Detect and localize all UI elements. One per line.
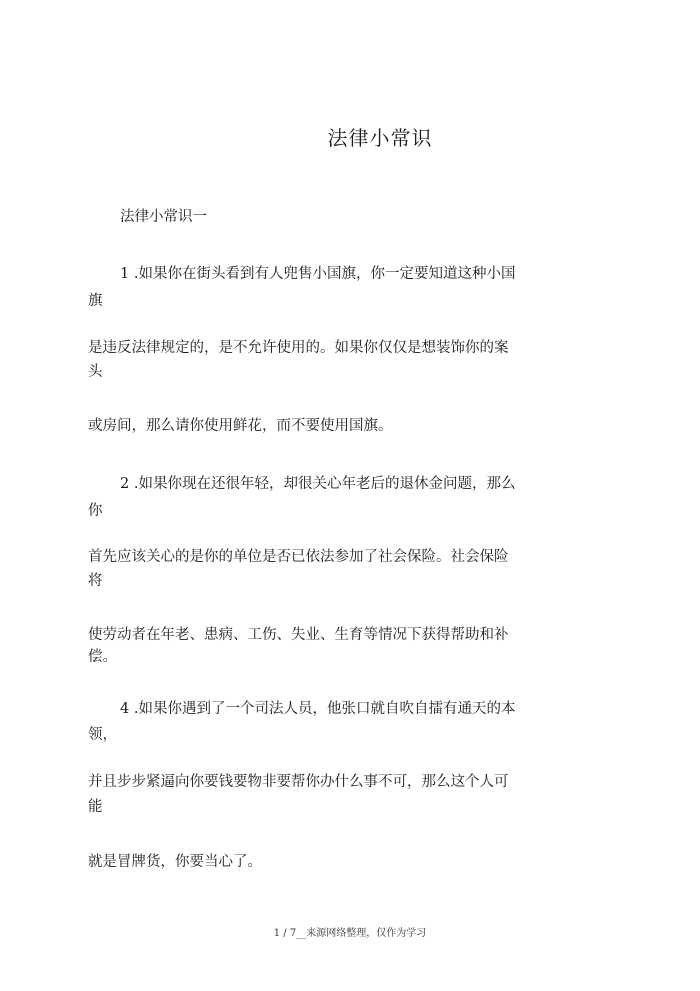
paragraph-line: 1 .如果你在街头看到有人兜售小国旗，你一定要知道这种小国 — [120, 266, 516, 282]
paragraph-line: 使劳动者在年老、患病、工伤、失业、生育等情况下获得帮助和补 — [88, 627, 509, 643]
paragraph-line: 并且步步紧逼向你要钱要物非要帮你办什么事不可，那么这个人可 — [88, 774, 509, 790]
paragraph-line: 或房间，那么请你使用鲜花，而不要使用国旗。 — [88, 418, 393, 434]
paragraph-line: 2 .如果你现在还很年轻，却很关心年老后的退休金问题，那么 — [120, 476, 516, 492]
paragraph-line: 首先应该关心的是你的单位是否已依法参加了社会保险。社会保险 — [88, 549, 509, 565]
paragraph-line: 能 — [88, 799, 103, 815]
paragraph-line: 就是冒牌货，你要当心了。 — [88, 854, 262, 870]
paragraph-line: 旗 — [88, 293, 103, 309]
page-footer: 1 / 7__来源网络整理，仅作为学习 — [273, 928, 427, 939]
paragraph-line: 领， — [88, 727, 117, 743]
paragraph-line: 4 .如果你遇到了一个司法人员，他张口就自吹自擂有通天的本 — [120, 701, 516, 717]
paragraph-line: 偿。 — [88, 649, 117, 665]
paragraph-line: 将 — [88, 573, 103, 589]
paragraph-line: 头 — [88, 364, 103, 380]
page-title: 法律小常识 — [327, 126, 433, 150]
section-heading: 法律小常识一 — [120, 209, 207, 225]
paragraph-line: 是违反法律规定的，是不允许使用的。如果你仅仅是想装饰你的案 — [88, 340, 509, 356]
paragraph-line: 你 — [88, 503, 103, 519]
